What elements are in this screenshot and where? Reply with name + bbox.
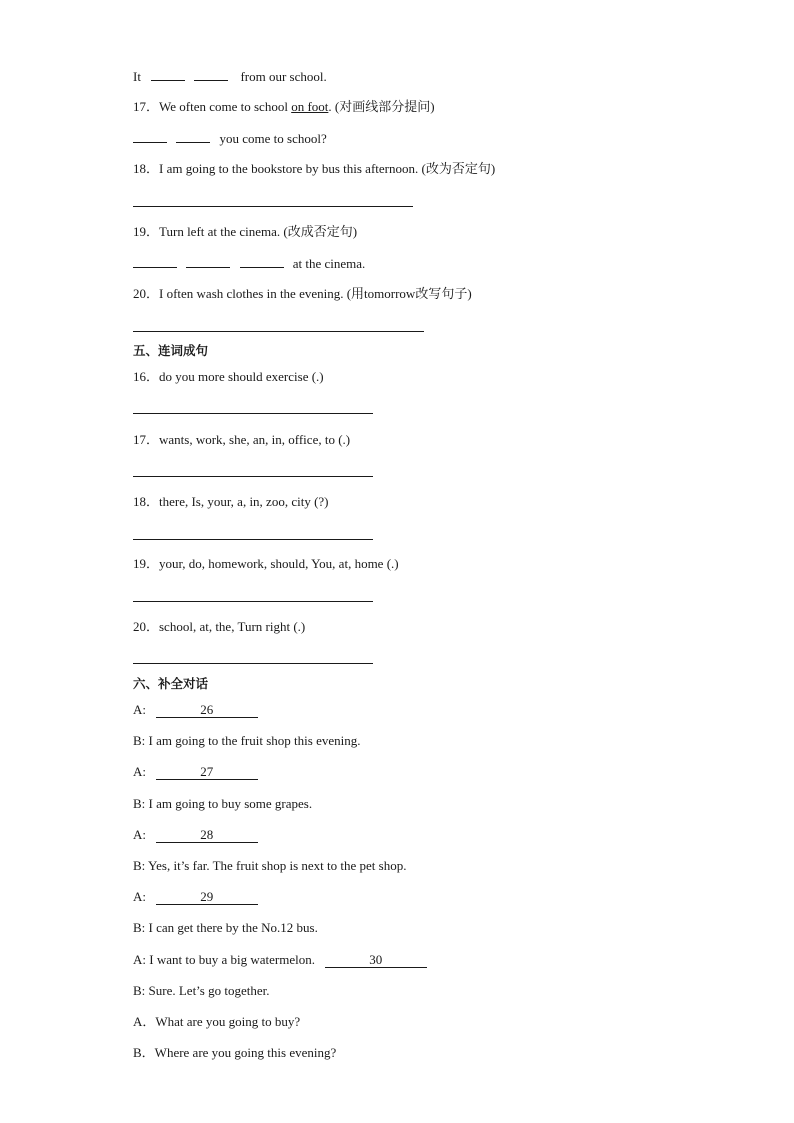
answer-blank[interactable]	[151, 68, 185, 81]
q17-number: 17．	[133, 99, 160, 114]
s5-answer-rule-16[interactable]	[133, 413, 373, 414]
blank-26[interactable]: 26	[156, 703, 258, 718]
s5-answer-rule-18[interactable]	[133, 539, 373, 540]
speaker-a-label: A:	[133, 764, 146, 779]
answer-blank[interactable]	[133, 255, 177, 268]
dialog-line-a2	[133, 764, 258, 780]
s5-item-20: 20．school, at, the, Turn right (.)	[133, 619, 306, 634]
dialog-line-b5: B: Sure. Let’s go together.	[133, 983, 270, 998]
dialog-line-a5	[133, 952, 427, 968]
q19-question: 19．Turn left at the cinema. (改成否定句)	[133, 224, 358, 239]
dialog-line-a3	[133, 827, 258, 843]
section6-title: 六、补全对话	[133, 676, 209, 691]
dialog-line-b4: B: I can get there by the No.12 bus.	[133, 920, 318, 935]
dialog-line-b2: B: I am going to buy some grapes.	[133, 796, 313, 811]
q20-question: 20．I often wash clothes in the evening. (用tomorrow改写句子)	[133, 286, 472, 301]
q17-text: We often come to school	[159, 99, 292, 114]
blank-28[interactable]: 28	[156, 828, 258, 843]
dialog-line-b3: B: Yes, it’s far. The fruit shop is next to the pet shop.	[133, 858, 407, 873]
speaker-a-label: A:	[133, 889, 146, 904]
option-b: B．Where are you going this evening?	[133, 1045, 337, 1060]
q20-answer-rule[interactable]	[133, 331, 424, 332]
blank-29[interactable]: 29	[156, 890, 258, 905]
dialog-line-a1	[133, 702, 258, 718]
section5-title: 五、连词成句	[133, 343, 209, 358]
q17-question	[133, 99, 435, 115]
s5-item-17: 17．wants, work, she, an, in, office, to (.)	[133, 432, 351, 447]
q18-answer-rule[interactable]	[133, 206, 413, 207]
s5-item-19: 19．your, do, homework, should, You, at, home (.)	[133, 556, 399, 571]
dialog-line-b1: B: I am going to the fruit shop this evening.	[133, 733, 361, 748]
q16-suffix: from our school.	[240, 69, 327, 84]
speaker-a-label: A:	[133, 827, 146, 842]
q17-suffix: you come to school?	[219, 131, 327, 146]
option-a: A．What are you going to buy?	[133, 1014, 301, 1029]
s5-answer-rule-19[interactable]	[133, 601, 373, 602]
s5-answer-rule-20[interactable]	[133, 663, 373, 664]
q17-underlined-part: on foot	[291, 99, 329, 114]
q16-prefix: It	[133, 69, 141, 84]
q18-question: 18．I am going to the bookstore by bus this afternoon. (改为否定句)	[133, 161, 496, 176]
s5-answer-rule-17[interactable]	[133, 476, 373, 477]
s5-item-16: 16．do you more should exercise (.)	[133, 369, 324, 384]
blank-30[interactable]: 30	[325, 953, 427, 968]
q16-answer-line	[133, 68, 327, 85]
blank-27[interactable]: 27	[156, 765, 258, 780]
dialog-line-a4	[133, 889, 258, 905]
q17-instruction: . (对画线部分提问)	[328, 99, 435, 114]
s5-item-18: 18．there, Is, your, a, in, zoo, city (?)	[133, 494, 329, 509]
q17-answer-line	[133, 130, 327, 147]
answer-blank[interactable]	[176, 130, 210, 143]
answer-blank[interactable]	[194, 68, 228, 81]
q19-answer-line	[133, 255, 365, 272]
answer-blank[interactable]	[186, 255, 230, 268]
q19-suffix: at the cinema.	[292, 256, 366, 271]
dialog-a5-text: A: I want to buy a big watermelon.	[133, 952, 315, 967]
answer-blank[interactable]	[133, 130, 167, 143]
answer-blank[interactable]	[240, 255, 284, 268]
speaker-a-label: A:	[133, 702, 146, 717]
